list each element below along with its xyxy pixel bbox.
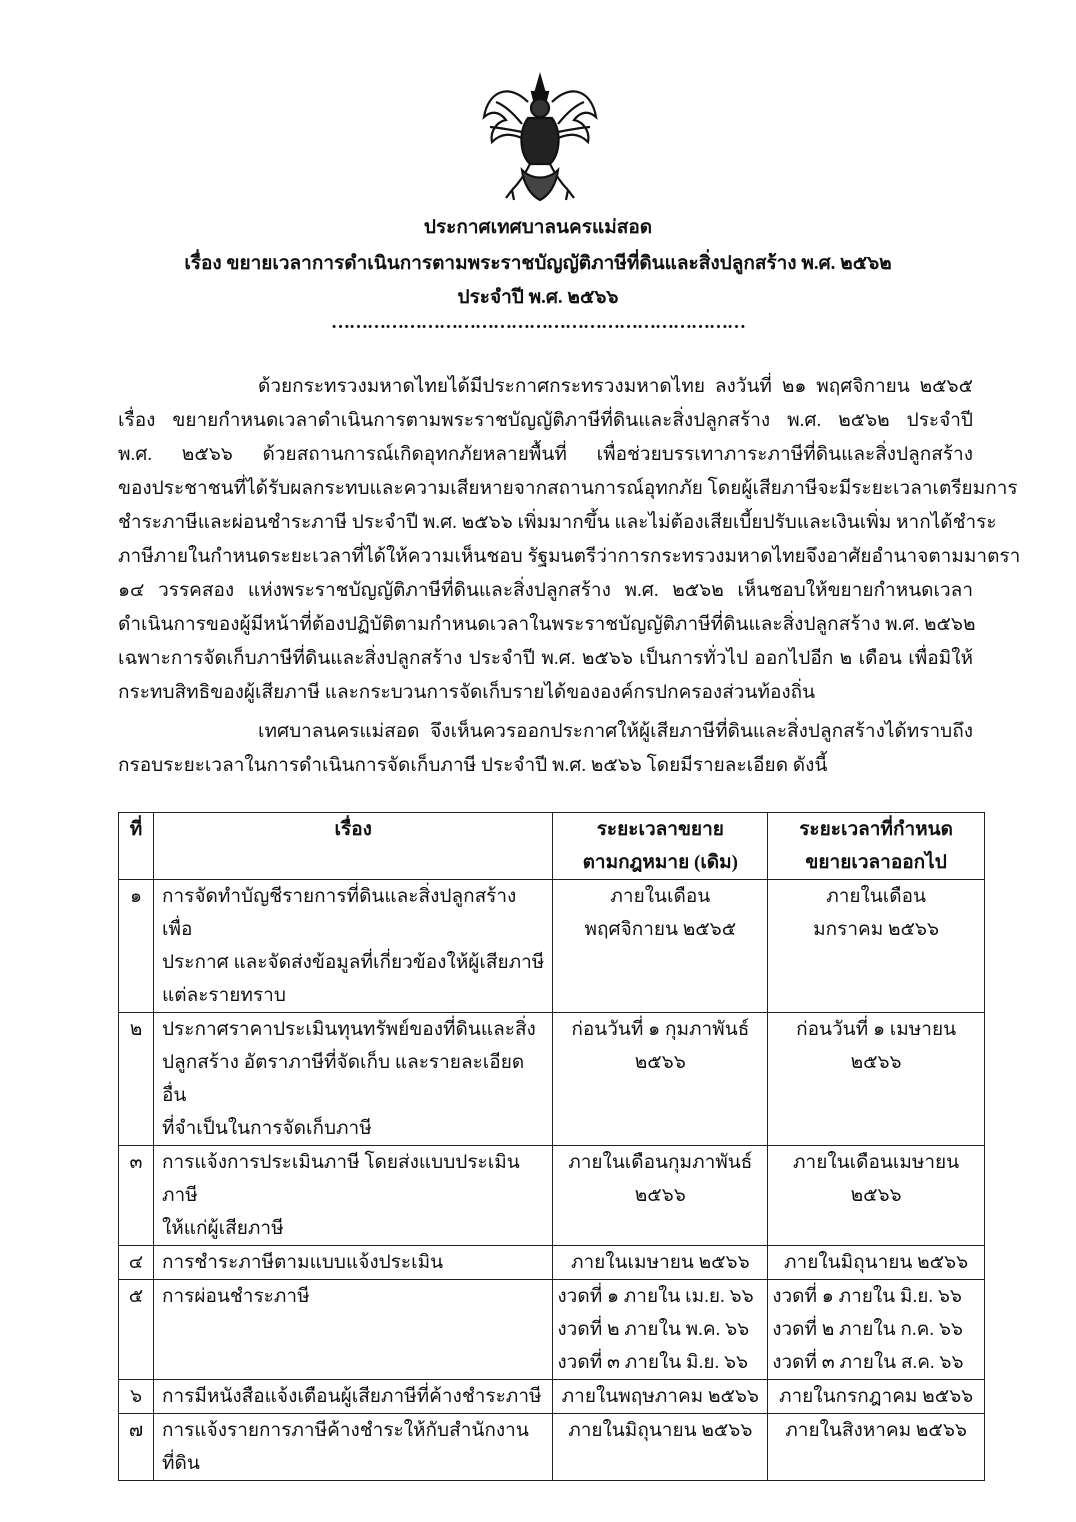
original-deadline: ภายในมิถุนายน ๒๕๖๖: [553, 1414, 768, 1481]
row-number: ๗: [119, 1414, 154, 1481]
original-deadline: ภายในพฤษภาคม ๒๕๖๖: [553, 1380, 768, 1414]
extended-deadline: ภายในมิถุนายน ๒๕๖๖: [768, 1246, 985, 1280]
title-divider: ……………………………………………………………: [331, 312, 745, 333]
row-subject: ประกาศราคาประเมินทุนทรัพย์ของที่ดินและสิ่ง ปลูกสร้าง อัตราภาษีที่จัดเก็บ และรายละเอียดอื่น ที่จำเป็นในการจัดเก็บภาษี: [153, 1013, 552, 1146]
row-subject: การมีหนังสือแจ้งเตือนผู้เสียภาษีที่ค้างชำระภาษี: [153, 1380, 552, 1414]
row-subject: การชำระภาษีตามแบบแจ้งประเมิน: [153, 1246, 552, 1280]
row-subject: การจัดทำบัญชีรายการที่ดินและสิ่งปลูกสร้างเพื่อ ประกาศ และจัดส่งข้อมูลที่เกี่ยวข้องให้ผู้เสียภาษี แต่ละรายทราบ: [153, 880, 552, 1013]
garuda-emblem: [478, 72, 603, 207]
row-number: ๒: [119, 1013, 154, 1146]
extended-deadline: ก่อนวันที่ ๑ เมษายน ๒๕๖๖: [768, 1013, 985, 1146]
table-header-row: [119, 813, 985, 880]
paragraph-line: ด้วยกระทรวงมหาดไทยได้มีประกาศกระทรวงมหาดไทย ลงวันที่ ๒๑ พฤศจิกายน ๒๕๖๕: [258, 376, 973, 397]
row-number: ๔: [119, 1246, 154, 1280]
paragraph-line: พ.ศ. ๒๕๖๖ ด้วยสถานการณ์เกิดอุทกภัยหลายพื้นที่ เพื่อช่วยบรรเทาภาระภาษีที่ดินและสิ่งปลูกสร้าง: [118, 444, 973, 465]
paragraph-line: ดำเนินการของผู้มีหน้าที่ต้องปฏิบัติตามกำหนดเวลาในพระราชบัญญัติภาษีที่ดินและสิ่งปลูกสร้าง พ.ศ. ๒๕๖๒: [118, 614, 976, 635]
table-row: [119, 1380, 985, 1414]
original-deadline: ภายในเมษายน ๒๕๖๖: [553, 1246, 768, 1280]
paragraph-line: ของประชาชนที่ได้รับผลกระทบและความเสียหายจากสถานการณ์อุทกภัย โดยผู้เสียภาษีจะมีระยะเวลาเตรียมการ: [118, 478, 1018, 499]
original-deadline: ภายในเดือน พฤศจิกายน ๒๕๖๕: [553, 880, 768, 1013]
paragraph-line: เทศบาลนครแม่สอด จึงเห็นควรออกประกาศให้ผู้เสียภาษีที่ดินและสิ่งปลูกสร้างได้ทราบถึง: [258, 721, 973, 742]
paragraph-line: กรอบระยะเวลาในการดำเนินการจัดเก็บภาษี ประจำปี พ.ศ. ๒๕๖๖ โดยมีรายละเอียด ดังนี้: [118, 755, 828, 776]
extended-deadline: งวดที่ ๑ ภายใน มิ.ย. ๖๖ งวดที่ ๒ ภายใน ก.ค. ๖๖ งวดที่ ๓ ภายใน ส.ค. ๖๖: [768, 1280, 985, 1380]
table-row: [119, 1246, 985, 1280]
paragraph-line: กระทบสิทธิของผู้เสียภาษี และกระบวนการจัดเก็บรายได้ขององค์กรปกครองส่วนท้องถิ่น: [118, 682, 816, 703]
column-header: ที่: [119, 813, 154, 880]
announcement-year: ประจำปี พ.ศ. ๒๕๖๖: [457, 287, 619, 308]
row-subject: การแจ้งรายการภาษีค้างชำระให้กับสำนักงานที่ดิน: [153, 1414, 552, 1481]
row-number: ๖: [119, 1380, 154, 1414]
table-row: [119, 880, 985, 1013]
row-subject: การผ่อนชำระภาษี: [153, 1280, 552, 1380]
schedule-table: [118, 812, 985, 1481]
original-deadline: ก่อนวันที่ ๑ กุมภาพันธ์ ๒๕๖๖: [553, 1013, 768, 1146]
column-header: เรื่อง: [153, 813, 552, 880]
paragraph-line: เฉพาะการจัดเก็บภาษีที่ดินและสิ่งปลูกสร้าง ประจำปี พ.ศ. ๒๕๖๖ เป็นการทั่วไป ออกไปอีก ๒ เดือน เพื่อมิให้: [118, 648, 973, 669]
announcement-title: ประกาศเทศบาลนครแม่สอด: [423, 217, 653, 238]
extended-deadline: ภายในกรกฎาคม ๒๕๖๖: [768, 1380, 985, 1414]
paragraph-line: ชำระภาษีและผ่อนชำระภาษี ประจำปี พ.ศ. ๒๕๖๖ เพิ่มมากขึ้น และไม่ต้องเสียเบี้ยปรับและเงินเพิ่ม หากได้ชำระ: [118, 512, 997, 533]
table-row: [119, 1280, 985, 1380]
extended-deadline: ภายในสิงหาคม ๒๕๖๖: [768, 1414, 985, 1481]
announcement-subject: เรื่อง ขยายเวลาการดำเนินการตามพระราชบัญญัติภาษีที่ดินและสิ่งปลูกสร้าง พ.ศ. ๒๕๖๒: [184, 253, 892, 274]
row-number: ๑: [119, 880, 154, 1013]
column-header: ระยะเวลาขยาย ตามกฎหมาย (เดิม): [553, 813, 768, 880]
paragraph-line: ภาษีภายในกำหนดระยะเวลาที่ได้ให้ความเห็นชอบ รัฐมนตรีว่าการกระทรวงมหาดไทยจึงอาศัยอำนาจตามมาตรา: [118, 546, 1021, 567]
original-deadline: งวดที่ ๑ ภายใน เม.ย. ๖๖ งวดที่ ๒ ภายใน พ.ค. ๖๖ งวดที่ ๓ ภายใน มิ.ย. ๖๖: [553, 1280, 768, 1380]
row-subject: การแจ้งการประเมินภาษี โดยส่งแบบประเมินภาษี ให้แก่ผู้เสียภาษี: [153, 1146, 552, 1246]
paragraph-line: ๑๔ วรรคสอง แห่งพระราชบัญญัติภาษีที่ดินและสิ่งปลูกสร้าง พ.ศ. ๒๕๖๒ เห็นชอบให้ขยายกำหนดเวลา: [118, 580, 973, 601]
original-deadline: ภายในเดือนกุมภาพันธ์ ๒๕๖๖: [553, 1146, 768, 1246]
paragraph-line: เรื่อง ขยายกำหนดเวลาดำเนินการตามพระราชบัญญัติภาษีที่ดินและสิ่งปลูกสร้าง พ.ศ. ๒๕๖๒ ประจำปี: [118, 410, 973, 431]
table-row: [119, 1414, 985, 1481]
row-number: ๕: [119, 1280, 154, 1380]
extended-deadline: ภายในเดือนเมษายน ๒๕๖๖: [768, 1146, 985, 1246]
column-header: ระยะเวลาที่กำหนด ขยายเวลาออกไป: [768, 813, 985, 880]
table-row: [119, 1146, 985, 1246]
row-number: ๓: [119, 1146, 154, 1246]
table-row: [119, 1013, 985, 1146]
extended-deadline: ภายในเดือน มกราคม ๒๕๖๖: [768, 880, 985, 1013]
